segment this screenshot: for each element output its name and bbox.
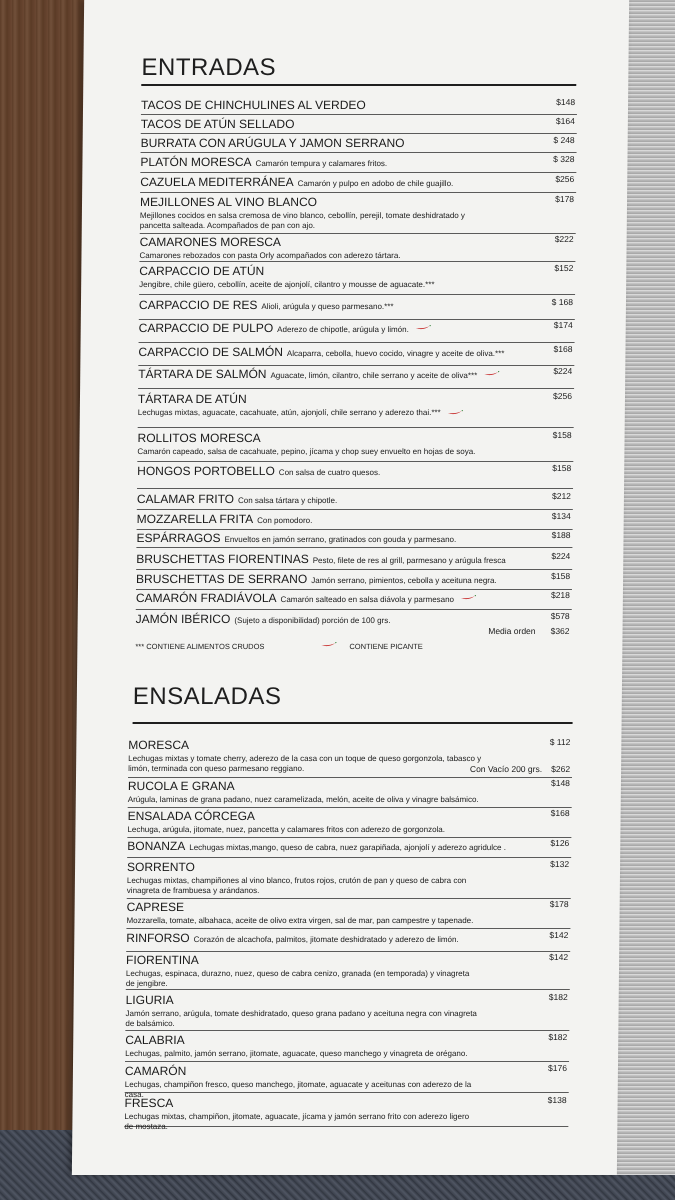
menu-item (124, 1062, 569, 1099)
menu-item-price: $176 (547, 1063, 568, 1073)
menu-item (135, 610, 571, 640)
menu-item-price: $134 (551, 511, 571, 521)
menu-item (137, 490, 573, 510)
menu-item-name: MEJILLONES AL VINO BLANCO (139, 195, 318, 209)
menu-item-name: CARPACCIO DE ATÚN (139, 264, 265, 278)
menu-item-name: FRESCA (124, 1096, 174, 1110)
menu-item-price: $164 (555, 116, 575, 126)
menu-item-name: CALAMAR FRITO (136, 492, 235, 506)
menu-item-description: Camarón tempura y calamares fritos. (255, 159, 388, 168)
menu-item-price: $256 (555, 174, 575, 184)
menu-item (136, 570, 572, 590)
menu-item-name: CAMARÓN FRADIÁVOLA (135, 591, 277, 605)
menu-item-description: Arúgula, laminas de grana padano, nuez caramelizada, melón, aceite de oliva y vinagre balsámico. (127, 795, 479, 804)
menu-item-name: FIORENTINA (126, 953, 199, 967)
menu-item (136, 529, 572, 548)
menu-item (137, 510, 573, 530)
menu-item-price: $222 (554, 234, 574, 244)
menu-item-description: Lechuga, arúgula, jitomate, nuez, pancetta y calamares fritos con aderezo de gorgonzola. (127, 825, 446, 834)
menu-item-description: Camarón salteado en salsa diávola y parmesano (280, 595, 455, 604)
section-title-entradas: ENTRADAS (141, 54, 277, 81)
menu-item-price: $158 (552, 430, 572, 440)
chili-icon (320, 642, 336, 648)
menu-item (124, 1094, 568, 1131)
menu-item-price: $132 (550, 859, 570, 869)
menu-item-description: Alioli, arúgula y queso parmesano.*** (261, 302, 394, 311)
menu-item-description: Pesto, filete de res al grill, parmesano y arúgula fresca (312, 556, 506, 565)
menu-item-price: $168 (550, 808, 570, 818)
menu-item-name: TÁRTARA DE SALMÓN (138, 367, 267, 381)
menu-item-price: $178 (549, 899, 569, 909)
menu-item-description: Aguacate, limón, cilantro, chile serrano y aceite de oliva*** (270, 371, 478, 380)
menu-item-price: $142 (549, 930, 569, 940)
menu-item-price: $256 (553, 391, 573, 401)
menu-item-price: $224 (551, 551, 571, 561)
menu-item-name: ENSALADA CÓRCEGA (127, 809, 256, 823)
menu-item (125, 1031, 569, 1062)
menu-item-name: CAMARÓN (124, 1064, 187, 1078)
menu-item-name: RINFORSO (126, 931, 190, 945)
menu-item-name: TÁRTARA DE ATÚN (137, 392, 247, 406)
menu-item (141, 115, 577, 134)
menu-item-price: $212 (551, 491, 572, 501)
menu-item-price: $158 (552, 463, 572, 473)
menu-item (140, 153, 576, 173)
menu-item (139, 262, 575, 295)
menu-item-price: $182 (548, 992, 568, 1002)
menu-item (137, 462, 573, 489)
menu-item (136, 550, 572, 570)
menu-item-price: $578 (550, 611, 570, 621)
menu-item-name: CARPACCIO DE PULPO (138, 321, 274, 335)
menu-item (128, 736, 572, 778)
menu-item-price: $ 328 (553, 154, 575, 164)
menu-item (138, 343, 574, 366)
menu-item (139, 296, 575, 320)
menu-item (138, 390, 574, 428)
menu-item-name: SORRENTO (126, 860, 195, 874)
menu-item-name: LIGURIA (125, 993, 174, 1007)
menu-item-description: Lechugas, champiñon fresco, queso manchego, jitomate, aguacate y aceitunas con aderezo de la casa. (124, 1080, 472, 1099)
menu-item (140, 193, 576, 234)
menu-item-price: $138 (547, 1095, 567, 1105)
menu-item-description: Envueltos en jamón serrano, gratinados con gouda y parmesano. (224, 535, 457, 544)
menu-item (137, 429, 573, 462)
menu-item-description: Con salsa de cuatro quesos. (278, 468, 381, 477)
menu-item-name: MOZZARELLA FRITA (136, 512, 254, 526)
menu-item-description: Lechugas mixtas, aguacate, cacahuate, atún, ajonjolí, chile serrano y aderezo thai.*** (138, 408, 484, 418)
menu-item (127, 837, 571, 858)
menu-item-name: ESPÁRRAGOS (136, 531, 221, 545)
menu-item (138, 365, 574, 389)
menu-item (127, 858, 571, 899)
menu-item (127, 807, 571, 838)
menu-item-name: CAZUELA MEDITERRÁNEA (140, 175, 294, 189)
menu-item-price: $ 168 (551, 297, 574, 307)
menu-item-name: PLATÓN MORESCA (140, 155, 252, 169)
chili-icon (483, 371, 499, 377)
menu-item-name: HONGOS PORTOBELLO (137, 464, 275, 478)
menu-item-name: BURRATA CON ARÚGULA Y JAMON SERRANO (140, 136, 405, 150)
footnote-raw: *** CONTIENE ALIMENTOS CRUDOS (135, 642, 265, 651)
half-order-label: Media orden (488, 626, 536, 636)
menu-item-description: (Sujeto a disponibilidad) porción de 100 grs. (234, 616, 391, 625)
half-order-price: $362 (550, 626, 570, 636)
menu-item-price: $218 (550, 590, 570, 600)
extra-option-label: Con Vacío 200 grs. (469, 764, 543, 774)
chili-icon (447, 410, 463, 416)
menu-item-price: $188 (551, 530, 571, 540)
menu-item-description: Alcaparra, cebolla, huevo cocido, vinagre y aceite de oliva.*** (286, 349, 505, 358)
menu-item-name: JAMÓN IBÉRICO (135, 612, 231, 626)
menu-item-description: Lechugas, espinaca, durazno, nuez, queso de cabra cenizo, granada (en temporada) y vinagreta de jengibre. (125, 969, 470, 988)
menu-item-name: TACOS DE CHINCHULINES AL VERDEO (140, 98, 366, 112)
extra-option-price: $262 (551, 764, 571, 774)
menu-item-description: Lechugas mixtas, champiñones al vino blanco, frutos rojos, crutón de pan y queso de cabra con vinagreta de frambuesa y arándanos. (126, 876, 467, 895)
menu-page (72, 0, 629, 1175)
menu-item (128, 777, 572, 808)
menu-item-price: $158 (551, 571, 571, 581)
menu-item-description: Corazón de alcachofa, palmitos, jitomate deshidratado y aderezo de limón. (193, 935, 459, 944)
menu-item-price: $142 (549, 952, 569, 962)
chili-icon (460, 595, 476, 601)
menu-item-description: Jengibre, chile güero, cebollín, aceite de ajonjolí, cilantro y mousse de aguacate.*** (139, 280, 435, 289)
menu-item (139, 319, 575, 343)
menu-item (139, 233, 575, 262)
menu-item (141, 134, 577, 153)
menu-item-name: BRUSCHETTAS DE SERRANO (136, 572, 308, 586)
menu-item-description: Jamón serrano, pimientos, cebolla y aceituna negra. (311, 576, 497, 585)
menu-item-price: $178 (555, 194, 575, 204)
menu-item-description: Lechugas mixtas y tomate cherry, aderezo de la casa con un toque de queso gorgonzola, tabasco y limón, terminada con queso parmesano reggiano. (128, 754, 482, 773)
section-rule-ensaladas (133, 722, 573, 724)
menu-item-name: BONANZA (127, 839, 186, 853)
footnote-spicy: CONTIENE PICANTE (349, 642, 423, 651)
menu-item-description: Con pomodoro. (257, 516, 313, 525)
menu-item-price: $148 (556, 97, 576, 107)
menu-item-price: $148 (550, 778, 571, 788)
menu-item-description: Camarones rebozados con pasta Orly acompañados con aderezo tártara. (139, 251, 401, 260)
menu-item-name: RUCOLA E GRANA (127, 779, 235, 793)
menu-item-price: $168 (553, 344, 573, 354)
menu-item-description: Lechugas mixtas, champiñon, jitomate, aguacate, jícama y jamón serrano frito con aderezo ligero de mostaza. (124, 1112, 470, 1131)
menu-item-description: Jamón serrano, arúgula, tomate deshidratado, queso grana padano y aceituna negra con vinagreta de balsámico. (125, 1009, 477, 1028)
menu-item (126, 898, 570, 929)
menu-item-name: BRUSCHETTAS FIORENTINAS (136, 552, 309, 566)
menu-item-description: Camarón capeado, salsa de cacahuate, pepino, jícama y chop suey envuelto en hojas de soya. (137, 447, 476, 456)
section-rule-entradas (141, 84, 576, 86)
menu-item-description: Lechugas, palmito, jamón serrano, jitomate, aguacate, queso manchego y vinagreta de orégano. (125, 1049, 468, 1058)
menu-item-price: $182 (548, 1032, 568, 1042)
menu-item (126, 929, 570, 952)
menu-item-name: CARPACCIO DE SALMÓN (138, 345, 284, 359)
menu-item (126, 951, 570, 990)
menu-item-price: $152 (554, 263, 574, 273)
menu-item-description: Lechugas mixtas,mango, queso de cabra, nuez garapiñada, ajonjolí y aderezo agridulce . (189, 843, 506, 852)
menu-item-price: $224 (553, 366, 573, 376)
menu-item (136, 589, 572, 610)
menu-item-name: MORESCA (128, 738, 190, 752)
menu-item-name: CARPACCIO DE RES (138, 298, 258, 312)
section-title-ensaladas: ENSALADAS (132, 683, 282, 710)
menu-item-name: ROLLITOS MORESCA (137, 431, 261, 445)
menu-item-name: CAPRESE (126, 900, 185, 914)
menu-item-description: Aderezo de chipotle, arúgula y limón. (277, 325, 409, 334)
menu-item-description: Con salsa tártara y chipotle. (237, 496, 338, 505)
menu-item-name: CAMARONES MORESCA (139, 235, 282, 249)
menu-item (140, 173, 576, 193)
menu-item-name: TACOS DE ATÚN SELLADO (140, 117, 295, 131)
menu-item-description: Mozzarella, tomate, albahaca, aceite de olivo extra virgen, sal de mar, pan campestre y tapenade. (126, 916, 474, 925)
menu-item-description: Camarón y pulpo en adobo de chile guajillo. (297, 179, 454, 188)
menu-item (141, 96, 577, 115)
menu-item-price: $174 (553, 320, 573, 330)
menu-item-price: $ 248 (553, 135, 575, 145)
menu-item (125, 991, 569, 1031)
menu-item-name: CALABRIA (125, 1033, 185, 1047)
menu-item-description: Mejillones cocidos en salsa cremosa de vino blanco, cebollín, perejil, tomate deshidratado y pancetta salteada. Acompañados de pan con ajo. (139, 211, 466, 230)
menu-item-price: $126 (550, 838, 570, 848)
chili-icon (415, 325, 431, 331)
menu-item-price: $ 112 (549, 737, 571, 747)
